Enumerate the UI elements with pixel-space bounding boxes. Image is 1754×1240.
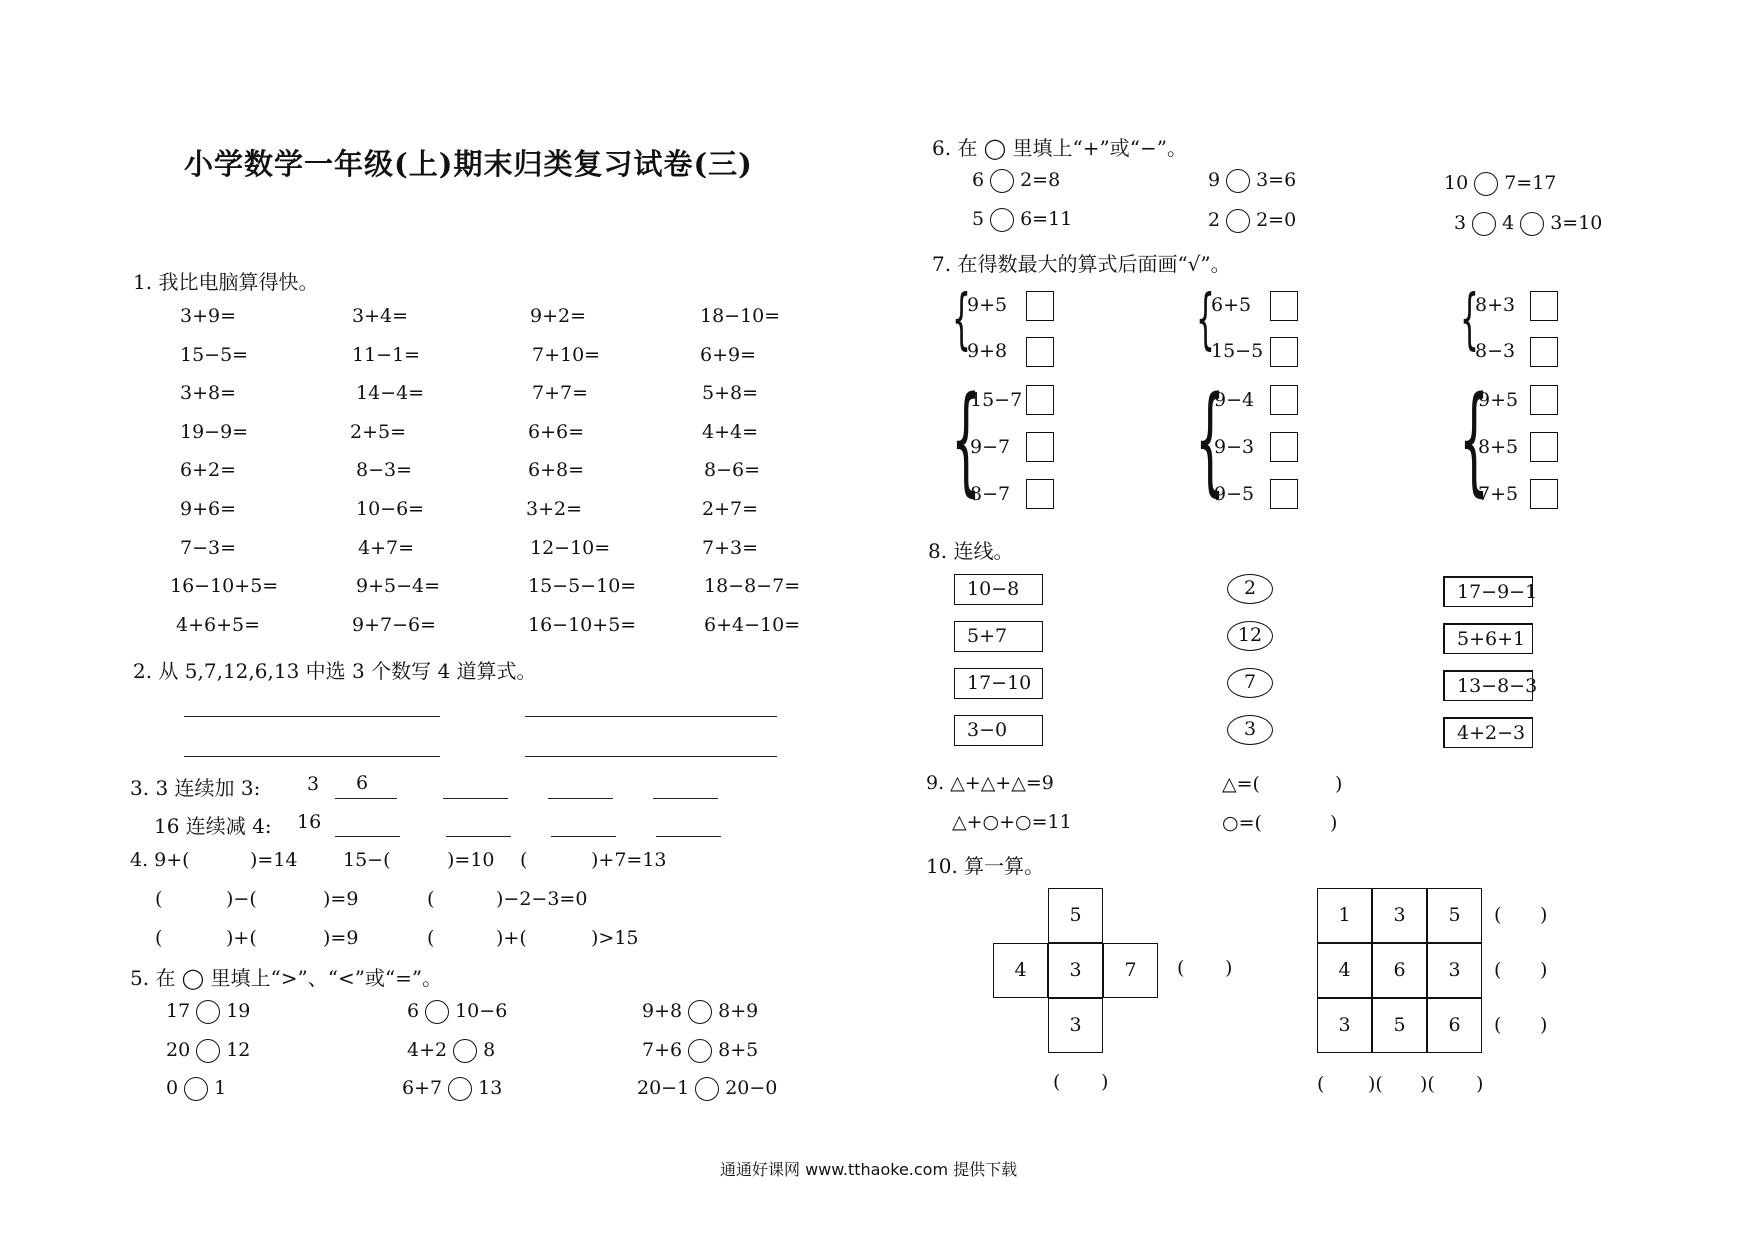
q5-item <box>402 1077 502 1101</box>
grid-cell[interactable]: 5 <box>1427 888 1482 943</box>
q7-expression: 9−7 <box>970 436 1011 458</box>
q5-right-operand: 13 <box>478 1077 503 1099</box>
q1-item: 7−3= <box>180 536 237 559</box>
q5-right-operand: 12 <box>226 1038 251 1061</box>
q1-item: 2+7= <box>702 498 759 520</box>
q7-expression: 9+8 <box>967 340 1008 362</box>
q6-heading: 6. 在 ◯ 里填上“+”或“−”。 <box>932 136 1187 160</box>
q2-answer-line-2[interactable] <box>525 716 777 717</box>
q3-row2-label: 16 连续减 4: <box>154 814 272 838</box>
q4-r3-part2: )+( <box>226 927 257 949</box>
answer-box[interactable] <box>1026 337 1054 367</box>
q5-item <box>642 1000 758 1024</box>
q5-left-operand: 20 <box>166 1038 191 1061</box>
q9-close2: ) <box>1330 812 1338 834</box>
q2-answer-line-1[interactable] <box>184 716 440 717</box>
answer-paren-open[interactable]: ( <box>1494 904 1502 926</box>
q5-right-operand: 8+5 <box>718 1038 759 1061</box>
q1-item: 4+7= <box>358 536 415 559</box>
q1-item: 6+4−10= <box>704 613 801 636</box>
q8-left-box[interactable]: 17−10 <box>954 668 1043 699</box>
q2-heading: 2. 从 5,7,12,6,13 中选 3 个数写 4 道算式。 <box>133 659 537 683</box>
brace: { <box>952 280 971 357</box>
q3-row2-blank-2[interactable] <box>446 836 511 837</box>
q1-item: 12−10= <box>530 536 611 559</box>
q4-r1-part1: 4. 9+( <box>130 849 190 871</box>
q6-right-part: 6=11 <box>1020 208 1073 230</box>
q4-r3-part3: )=9 <box>323 927 359 949</box>
q6-left-operand: 10 <box>1444 172 1469 194</box>
q4-r1-part4: )=10 <box>447 849 495 871</box>
q7-expression: 7+5 <box>1478 483 1519 505</box>
q1-item: 16−10+5= <box>170 575 279 598</box>
q7-expression: 9−4 <box>1214 389 1255 411</box>
answer-paren-open[interactable]: ( <box>1053 1071 1061 1093</box>
q6-item <box>1444 172 1556 196</box>
q5-left-operand: 9+8 <box>642 1000 683 1022</box>
q6-right-part: 2=0 <box>1256 209 1297 231</box>
q4-r3-part6: )>15 <box>591 927 639 949</box>
grid-cell[interactable]: 6 <box>1427 998 1482 1053</box>
q4-r1-part3: 15−( <box>343 849 391 871</box>
answer-circle[interactable] <box>196 1039 220 1063</box>
grid-cell[interactable]: 3 <box>1372 888 1427 943</box>
answer-paren-close[interactable]: ) <box>1540 1014 1548 1036</box>
q1-item: 3+4= <box>352 305 409 327</box>
cross-cell[interactable]: 3 <box>1048 998 1103 1053</box>
q4-r3-part5: )+( <box>496 927 527 949</box>
q1-item: 19−9= <box>180 420 249 443</box>
q4-r1-part2: )=14 <box>250 849 298 871</box>
q6-item <box>1208 209 1296 233</box>
q5-heading: 5. 在 ◯ 里填上“>”、“<”或“=”。 <box>130 966 443 990</box>
brace: { <box>951 370 982 508</box>
q5-right-operand: 8+9 <box>718 1000 759 1022</box>
answer-box[interactable] <box>1530 337 1558 367</box>
q8-middle-oval[interactable]: 12 <box>1227 621 1273 651</box>
q3-row1-blank-3[interactable] <box>548 798 613 799</box>
q7-expression: 15−7 <box>970 389 1023 411</box>
q6-last-c: 3=10 <box>1550 212 1603 234</box>
answer-circle[interactable] <box>695 1077 719 1101</box>
q8-right-box[interactable]: 5+6+1 <box>1443 623 1533 654</box>
q6-last-a: 3 <box>1454 212 1467 234</box>
q8-middle-oval[interactable]: 2 <box>1227 574 1273 604</box>
q3-row2-blank-4[interactable] <box>656 836 721 837</box>
answer-paren-close[interactable]: ) <box>1225 957 1233 979</box>
q1-item: 15−5= <box>180 343 249 366</box>
q8-right-box[interactable]: 13−8−3 <box>1443 670 1533 701</box>
answer-paren-open[interactable]: ( <box>1494 1014 1502 1036</box>
grid-cell[interactable]: 3 <box>1317 998 1372 1053</box>
answer-paren-close[interactable]: ) <box>1540 959 1548 981</box>
q6-item-last <box>1454 212 1602 236</box>
q6-left-operand: 9 <box>1208 169 1221 191</box>
q5-item <box>166 1077 226 1101</box>
q5-left-operand: 7+6 <box>642 1038 683 1061</box>
q3-row2-blank-1[interactable] <box>335 836 400 837</box>
q7-expression: 8−3 <box>1475 340 1516 362</box>
q6-left-operand: 2 <box>1208 209 1221 231</box>
q5-item <box>637 1077 777 1101</box>
q6-right-part: 7=17 <box>1504 172 1557 194</box>
brace: { <box>1459 370 1490 508</box>
q5-item <box>166 1000 250 1024</box>
q7-expression: 8+3 <box>1475 294 1516 316</box>
q1-item: 3+8= <box>180 382 237 405</box>
q2-answer-line-4[interactable] <box>525 756 777 757</box>
answer-paren-mid[interactable]: )( <box>1368 1073 1383 1095</box>
q3-row1-filled: 6 <box>356 772 369 794</box>
q5-left-operand: 17 <box>166 1000 191 1022</box>
answer-circle[interactable] <box>453 1039 477 1063</box>
q6-last-b: 4 <box>1502 212 1515 234</box>
grid-cell[interactable]: 6 <box>1372 943 1427 998</box>
q10-heading: 10. 算一算。 <box>926 854 1045 878</box>
q5-item <box>642 1039 758 1063</box>
q1-item: 16−10+5= <box>528 613 637 636</box>
q5-right-operand: 8 <box>483 1038 496 1061</box>
cross-cell[interactable]: 4 <box>993 943 1048 998</box>
answer-circle[interactable] <box>1520 212 1544 236</box>
answer-paren-close[interactable]: ) <box>1540 904 1548 926</box>
q5-item <box>166 1039 250 1063</box>
q9-ans1: △=( <box>1222 773 1260 795</box>
answer-box[interactable] <box>1530 432 1558 462</box>
brace: { <box>1195 370 1226 508</box>
q6-left-operand: 6 <box>972 169 985 191</box>
answer-circle[interactable] <box>196 1000 220 1024</box>
q6-item <box>972 208 1072 232</box>
answer-circle[interactable] <box>990 169 1014 193</box>
q6-right-part: 2=8 <box>1020 169 1061 191</box>
q6-item <box>1208 169 1296 193</box>
answer-circle[interactable] <box>990 208 1014 232</box>
answer-circle[interactable] <box>184 1077 208 1101</box>
q1-heading: 1. 我比电脑算得快。 <box>133 270 319 294</box>
q1-item: 11−1= <box>352 343 421 366</box>
cross-cell[interactable]: 7 <box>1103 943 1158 998</box>
answer-paren-close[interactable]: ) <box>1101 1071 1109 1093</box>
q9-line2: △+○+○=11 <box>952 811 1072 833</box>
q8-left-box[interactable]: 5+7 <box>954 621 1043 652</box>
answer-box[interactable] <box>1026 479 1054 509</box>
q8-left-box[interactable]: 3−0 <box>954 715 1043 746</box>
q1-item: 18−10= <box>700 305 781 327</box>
q6-left-operand: 5 <box>972 208 985 230</box>
q1-item: 6+6= <box>528 420 585 443</box>
q4-r3-part4: ( <box>427 927 435 949</box>
q4-r3-part1: ( <box>155 927 163 949</box>
q1-item: 18−8−7= <box>704 575 801 598</box>
q1-item: 8−3= <box>356 459 413 482</box>
q3-row2-blank-3[interactable] <box>551 836 616 837</box>
q5-left-operand: 20−1 <box>637 1077 690 1099</box>
q1-item: 7+7= <box>532 382 589 405</box>
q5-left-operand: 4+2 <box>407 1038 448 1061</box>
answer-paren-mid[interactable]: )( <box>1420 1073 1435 1095</box>
answer-paren-open[interactable]: ( <box>1317 1073 1325 1095</box>
answer-circle[interactable] <box>1226 169 1250 193</box>
q8-right-box[interactable]: 17−9−1 <box>1443 576 1533 607</box>
answer-box[interactable] <box>1270 291 1298 321</box>
q5-left-operand: 0 <box>166 1077 179 1099</box>
q1-item: 9+7−6= <box>352 613 437 636</box>
q3-row1-start: 3 <box>307 773 320 795</box>
answer-box[interactable] <box>1026 432 1054 462</box>
q3-row1-blank-4[interactable] <box>653 798 718 799</box>
q1-item: 10−6= <box>356 498 425 520</box>
q7-expression: 9+5 <box>967 294 1008 316</box>
q9-close1: ) <box>1335 773 1343 795</box>
q9-ans2: ○=( <box>1222 812 1262 834</box>
page-title: 小学数学一年级(上)期末归类复习试卷(三) <box>184 147 753 181</box>
q5-item <box>407 1000 507 1024</box>
q7-expression: 8−7 <box>970 483 1011 505</box>
answer-box[interactable] <box>1530 385 1558 415</box>
q3-row1-blank-1[interactable] <box>335 798 397 799</box>
q4-r2-part3: )=9 <box>323 888 359 910</box>
q7-expression: 15−5 <box>1211 340 1264 362</box>
q1-item: 2+5= <box>350 420 407 443</box>
q1-item: 6+9= <box>700 343 757 366</box>
grid-cell[interactable]: 4 <box>1317 943 1372 998</box>
q1-item: 4+4= <box>702 420 759 443</box>
q7-expression: 9+5 <box>1478 389 1519 411</box>
q1-item: 14−4= <box>356 382 425 405</box>
q6-item <box>972 169 1060 193</box>
q5-right-operand: 20−0 <box>725 1077 778 1099</box>
q5-left-operand: 6+7 <box>402 1077 443 1099</box>
q8-heading: 8. 连线。 <box>928 539 1014 563</box>
q1-item: 7+3= <box>702 536 759 559</box>
answer-circle[interactable] <box>1472 212 1496 236</box>
q5-right-operand: 19 <box>226 1000 251 1022</box>
grid-cell[interactable]: 3 <box>1427 943 1482 998</box>
footer-source: 通通好课网 www.tthaoke.com 提供下载 <box>720 1160 1018 1179</box>
q8-middle-oval[interactable]: 7 <box>1227 668 1273 698</box>
q1-item: 15−5−10= <box>528 575 637 598</box>
q4-r2-part1: ( <box>155 888 163 910</box>
q1-item: 9+2= <box>530 305 587 327</box>
brace: { <box>1196 280 1215 357</box>
answer-box[interactable] <box>1026 291 1054 321</box>
q5-left-operand: 6 <box>407 1000 420 1022</box>
q6-right-part: 3=6 <box>1256 169 1297 191</box>
grid-cell[interactable]: 1 <box>1317 888 1372 943</box>
q7-heading: 7. 在得数最大的算式后面画“√”。 <box>932 252 1231 276</box>
q1-item: 4+6+5= <box>176 613 261 636</box>
q1-item: 9+6= <box>180 498 237 520</box>
q1-item: 5+8= <box>702 382 759 405</box>
q8-middle-oval[interactable]: 3 <box>1227 715 1273 745</box>
answer-box[interactable] <box>1530 291 1558 321</box>
q8-right-box[interactable]: 4+2−3 <box>1443 717 1533 748</box>
q5-right-operand: 10−6 <box>455 1000 508 1022</box>
answer-paren-open[interactable]: ( <box>1494 959 1502 981</box>
cross-cell[interactable]: 5 <box>1048 888 1103 943</box>
answer-circle[interactable] <box>688 1000 712 1024</box>
brace: { <box>1460 280 1479 357</box>
answer-circle[interactable] <box>448 1077 472 1101</box>
q4-r2-part4: ( <box>427 888 435 910</box>
answer-box[interactable] <box>1270 337 1298 367</box>
answer-circle[interactable] <box>1226 209 1250 233</box>
answer-paren-close[interactable]: ) <box>1476 1073 1484 1095</box>
q7-expression: 9−3 <box>1214 436 1255 458</box>
q7-expression: 6+5 <box>1211 294 1252 316</box>
q1-item: 3+9= <box>180 305 237 327</box>
q5-item <box>407 1039 495 1063</box>
q7-expression: 8+5 <box>1478 436 1519 458</box>
answer-circle[interactable] <box>425 1000 449 1024</box>
q2-answer-line-3[interactable] <box>184 756 440 757</box>
q1-item: 6+8= <box>528 459 585 482</box>
grid-cell[interactable]: 5 <box>1372 998 1427 1053</box>
answer-box[interactable] <box>1270 432 1298 462</box>
q1-item: 9+5−4= <box>356 575 441 598</box>
answer-circle[interactable] <box>688 1039 712 1063</box>
q4-r2-part5: )−2−3=0 <box>496 888 588 910</box>
q1-item: 3+2= <box>526 498 583 520</box>
cross-cell[interactable]: 3 <box>1048 943 1103 998</box>
q3-row2-start: 16 <box>297 811 322 833</box>
q5-right-operand: 1 <box>214 1077 227 1099</box>
q4-r1-part6: )+7=13 <box>591 849 667 871</box>
q8-left-box[interactable]: 10−8 <box>954 574 1043 605</box>
answer-box[interactable] <box>1270 385 1298 415</box>
q1-item: 6+2= <box>180 459 237 482</box>
q1-item: 8−6= <box>704 459 761 482</box>
answer-paren-open[interactable]: ( <box>1177 957 1185 979</box>
q3-row1-label: 3. 3 连续加 3: <box>130 776 261 800</box>
answer-box[interactable] <box>1026 385 1054 415</box>
answer-box[interactable] <box>1270 479 1298 509</box>
q7-expression: 9−5 <box>1214 483 1255 505</box>
q1-item: 7+10= <box>532 343 601 366</box>
q4-r1-part5: ( <box>520 849 528 871</box>
q3-row1-blank-2[interactable] <box>443 798 508 799</box>
q4-r2-part2: )−( <box>226 888 257 910</box>
q9-line1: 9. △+△+△=9 <box>926 772 1054 794</box>
answer-box[interactable] <box>1530 479 1558 509</box>
answer-circle[interactable] <box>1474 172 1498 196</box>
